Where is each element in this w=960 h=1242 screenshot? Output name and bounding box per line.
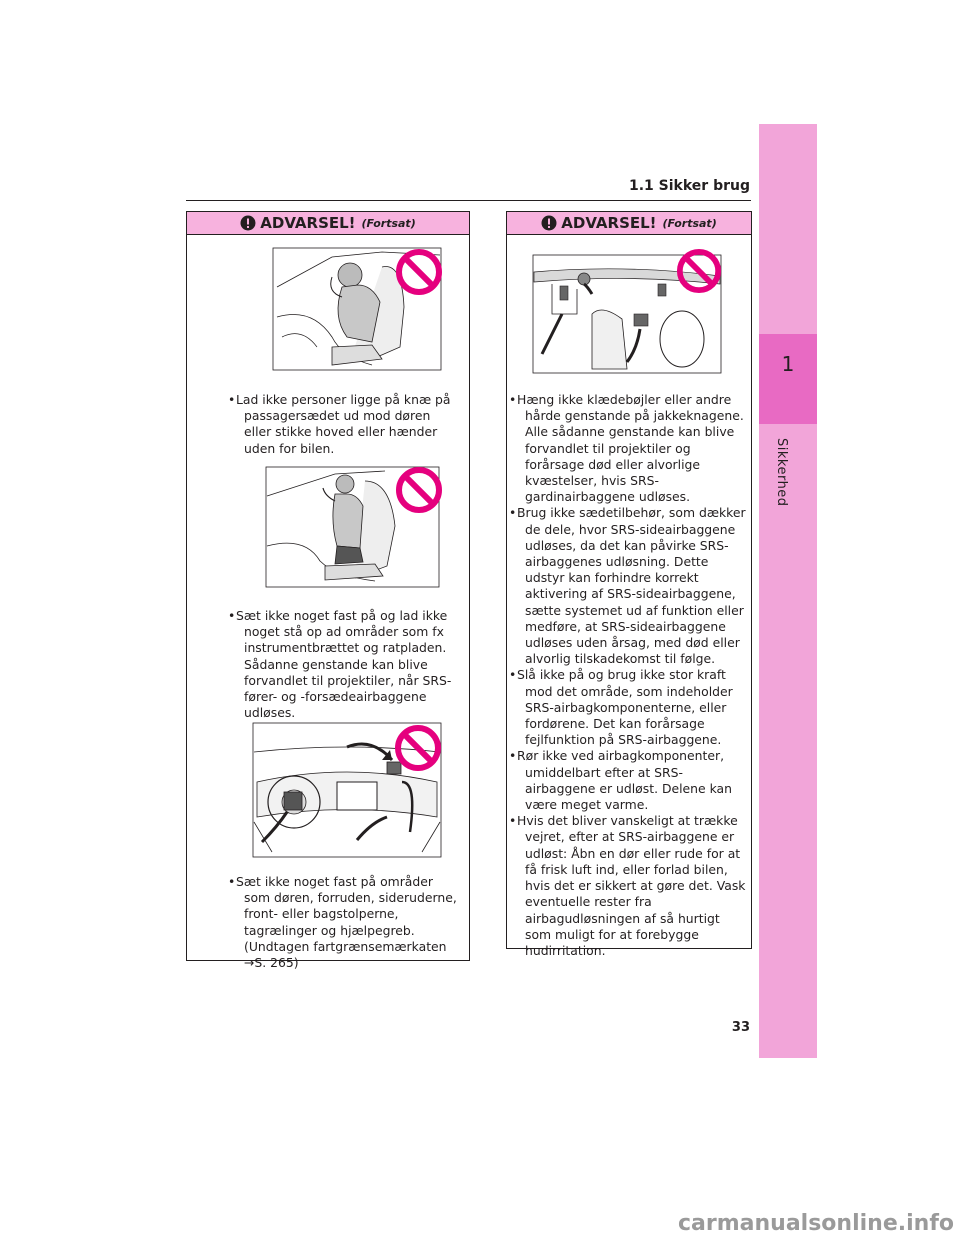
warning-triangle-icon xyxy=(240,215,256,231)
right-warning-subtitle: (Fortsat) xyxy=(662,216,717,230)
chapter-name: Sikkerhed xyxy=(774,438,789,507)
watermark: carmanualsonline.info xyxy=(678,1211,954,1236)
prohibition-icon xyxy=(676,248,722,294)
right-bullet-4: • Rør ikke ved airbagkomponenter, umiddelbart efter at SRS-airbaggene er udløst. Delene kan være meget varme. xyxy=(509,748,747,813)
left-bullet-1: • Lad ikke personer ligge på knæ på passagersædet ud mod døren eller stikke hoved eller hænder uden for bilen. xyxy=(228,392,460,457)
prohibition-icon xyxy=(395,248,443,296)
right-bullet-5: • Hvis det bliver vanskeligt at trække vejret, efter at SRS-airbaggene er udløst: Åbn en dør eller rude for at få frisk luft ind, eller forlad bilen, hvis det er sikkert at gøre det. Vask eventuelle rester fra airbagudløsningen af så hurtigt som muligt for at forebygge hudirritation. xyxy=(509,813,747,959)
left-warning-title: ADVARSEL! xyxy=(260,214,356,232)
left-bullet-3: • Sæt ikke noget fast på områder som døren, forruden, sideruderne, front- eller bagstolperne, tagrælinger og hjælpegreb. (Undtagen fartgrænsemærkaten →S. 265) xyxy=(228,874,460,971)
prohibition-icon xyxy=(394,724,442,772)
right-bullet-2: • Brug ikke sædetilbehør, som dækker de dele, hvor SRS-sideairbaggene udløses, da det kan påvirke SRS-airbaggenes udløsning. Dette udstyr kan forhindre korrekt aktivering af SRS-sideairbaggene, sætte systemet ud af funktion eller medføre, at SRS-sideairbaggene udløses uden årsag, med død eller alvorlig tilskadekomst til følge. xyxy=(509,505,747,667)
section-title: 1.1 Sikker brug xyxy=(629,178,750,194)
right-warning-title: ADVARSEL! xyxy=(561,214,657,232)
right-warning-header xyxy=(507,212,751,235)
right-bullet-3: • Slå ikke på og brug ikke stor kraft mod det område, som indeholder SRS-airbagkomponenterne, eller fordørene. Det kan forårsage fejlfunktion på SRS-airbaggene. xyxy=(509,667,747,748)
chapter-number: 1 xyxy=(781,352,795,376)
chapter-tab xyxy=(759,334,817,424)
right-bullet-1: • Hæng ikke klædebøjler eller andre hårde genstande på jakkeknagene. Alle sådanne genstande kan blive forvandlet til projektiler og forårsage død eller alvorlige kvæstelser, hvis SRS-gardinairbaggene udløses. xyxy=(509,392,747,505)
prohibition-icon xyxy=(395,466,443,514)
page-number: 33 xyxy=(731,1020,750,1035)
chapter-sidebar xyxy=(759,124,817,1058)
left-warning-subtitle: (Fortsat) xyxy=(361,216,416,230)
warning-triangle-icon xyxy=(541,215,557,231)
left-bullet-2: • Sæt ikke noget fast på og lad ikke noget stå op ad områder som fx instrumentbrættet og ratpladen. Sådanne genstande kan blive forvandlet til projektiler, når SRS-fører- og -forsædeairbaggene udløses. xyxy=(228,608,460,721)
header-rule xyxy=(186,200,751,201)
left-warning-header xyxy=(187,212,469,235)
